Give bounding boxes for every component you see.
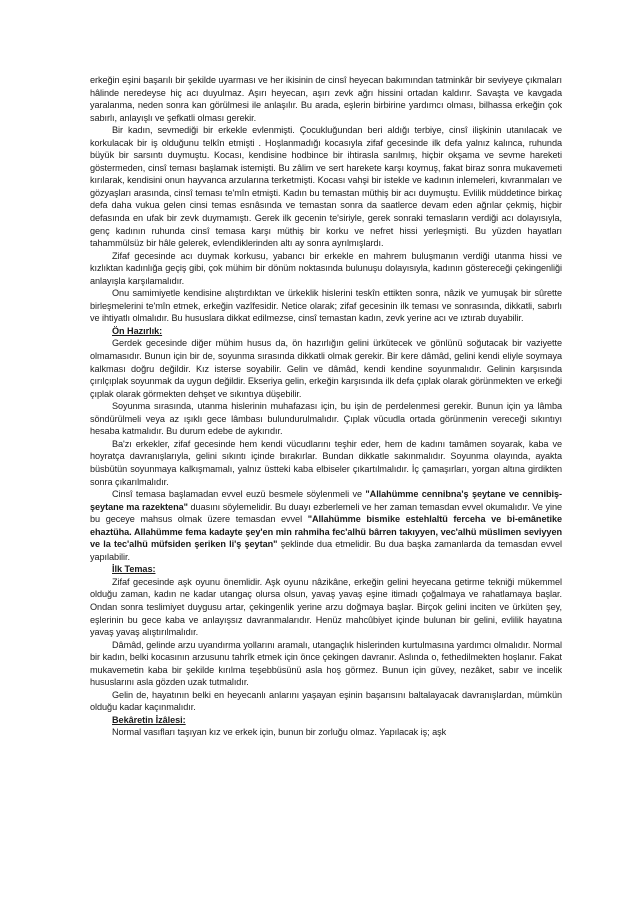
paragraph-1: erkeğin eşini başarılı bir şekilde uyarması ve her ikisinin de cinsî heyecan bakımından tatminkâr bir seviyeye çıkmaları hâlinde neredeyse hiç acı duyulmaz. Aşırı heyecan, aşırı zevk ağrı hissini ortadan kaldırır. Savaşta ve kavgada yaralanma, neden sonra kan görülmesi ile anlaşılır. Bu arada, eşlerin birbirine yardımcı olması, bilhassa erkeğin çok sabırlı, anlayışlı ve şefkatli olması gerekir. <box>90 75 562 123</box>
section-heading-ilk-temas: İlk Temas: <box>112 564 156 575</box>
paragraph-6: Soyunma sırasında, utanma hislerinin muhafazası için, bu işin de perdelenmesi gerekir. Bunun için ya lâmba söndürülmeli veya az ışıklı gece lâmbası bulundurulmalıdır. Çıplak vücudla ortada görünmenin vereceği sıkıntıyı hesaba katmalıdır. Bu durum edebe de aykırıdır. <box>90 401 562 437</box>
paragraph-8-text-c: duasını söylemelidir. Bu duayı ezberlemeli ve her zaman temasdan evvel okumalıdır. Ve yine bu geceye mahsus olmak üzere temasdan evvel <box>90 501 562 525</box>
paragraph-8 <box>90 488 562 563</box>
paragraph-7: Ba'zı erkekler, zifaf gecesinde hem kendi vücudlarını teşhir eder, hem de kadını tamâmen soyarak, kaba ve hoyratça davranışlarıyla, gelini sıkıntı içinde bırakırlar. Bundan dikkatle sakınmalıdır. Soyunma olayında, ayakta büsbütün soyunmaya kalkışmamalı, yalnız üstteki kaba elbiseler çıkartılmalıdır. İç çamaşırları, yorgan altına girdikten sonra çıkarılmalıdır. <box>90 438 562 487</box>
paragraph-2: Bir kadın, sevmediği bir erkekle evlenmişti. Çocukluğundan beri aldığı terbiye, cinsî ilişkinin utanılacak ve korkulacak bir iş olduğunu telkîn etmişti . Hoşlanmadığı kocasıyla zifaf gecesinde ilk defa yalnız kalınca, ruhunda büyük bir sarsıntı duymuştu. Kocası, kendisine hodbince bir ihtirasla sarılmış, hiçbir okşama ve sevme hareketi göstermeden, cinsî teması başlamak istemişti. Bu zâlim ve sert harekete karşı koymuş, fakat biraz sonra mukavemeti kırılarak, kendisini onun hayvanca arzularına terketmişti. Kocası vahşi bir istekle ve kadının inlemeleri, kıvranmaları ve gözyaşları arasında, cinsî teması te'mîn etmişti. Kadın bu temastan müthiş bir acı duymuştu. Evlilik müddetince birkaç defa daha vukua gelen cinsi temas esnâsında ve temastan sonra da saatlerce devam eden ağrılar çekmiş, hiçbir defasında en ufak bir zevk duymamıştı. Gerek ilk gecenin te'siriyle, gerek sonraki temasların verdiği acı dolayısıyla, genç kadının ruhunda cinsî temasa karşı müthiş bir korku ve nefret hissi yerleşmişti. Bu yüzden hayatları tahammülsüz bir hâle gelerek, evlendiklerinden altı ay sonra ayrılmışlardı. <box>90 125 562 249</box>
paragraph-3: Zifaf gecesinde acı duymak korkusu, yabancı bir erkekle en mahrem buluşmanın verdiği utanma hissi ve kızlıktan kadınlığa geçiş gibi, çok mühim bir dönüm noktasında bulunuşu dolayısıyla, kadının göstereceği çekingenliği anlayışla karşılamalıdır. <box>90 250 562 286</box>
dua-quote-2: "Allahümme bismike estehlaltü ferceha ve bi-emânetike ehaztüha. Allahümme fema kadayte şey'en min rahmiha fec'alhü bârren takıyyen, vec'alhü müslimen seviyyen ve la tec'alhü müfsiden şeriken li'ş şeytan" <box>90 514 562 550</box>
paragraph-9: Zifaf gecesinde aşk oyunu önemlidir. Aşk oyunu nâzikâne, erkeğin gelini heyecana getirme tekniği mükemmel olduğu zaman, kadın ne kadar utangaç olursa olsun, yavaş yavaş eşine itimadı çoğalmaya ve rahatlamaya başlar. Ondan sonra teslimiyet duygusu artar, çekingenlik yerine arzu doğmaya başlar. Birçok gelini inciten ve ürküten şey, eşlerinin bu gece kaba ve anlayışsız davranmalarıdır. Henüz mahcûbiyet içinde bulunan bir gelini, evlilik hayatına yavaş yavaş alıştırılmalıdır. <box>90 576 562 638</box>
section-heading-bekaretin-izalesi: Bekâretin İzâlesi: <box>112 714 186 725</box>
section-heading-on-hazirlik: Ön Hazırlık: <box>112 325 163 336</box>
paragraph-8-text-a: Cinsî temasa başlamadan evvel euzü besmele söylenmeli ve <box>112 489 366 500</box>
document-page <box>90 74 562 739</box>
paragraph-10: Dâmâd, gelinde arzu uyandırma yollarını aramalı, utangaçlık hislerinden kurtulmasına yardımcı olmalıdır. Normal bir kadın, belki kocasının arzusunu tahrîk etmek için önce çekingen davranır. Aslında o, fethedilmekten hoşlanır. Fakat mukavemetin kaba bir şekilde kırılma teşebbüsünü asla hoş görmez. Bunun için güvey, nezâket, sabır ve incelik hususlarını asla gözden uzak tutmalıdır. <box>90 639 562 688</box>
paragraph-12: Normal vasıfları taşıyan kız ve erkek için, bunun bir zorluğu olmaz. Yapılacak iş; aşk <box>112 727 447 738</box>
paragraph-8-text-e: şeklinde dua etmelidir. Bu dua başka zamanlarda da temasdan evvel yapılabilir. <box>90 539 562 562</box>
paragraph-11: Gelin de, hayatının belki en heyecanlı anlarını yaşayan eşinin başarısını baltalayacak davranışlardan, mümkün olduğu kadar kaçınmalıdır. <box>90 689 562 713</box>
paragraph-5: Gerdek gecesinde diğer mühim husus da, ön hazırlığın gelini ürkütecek ve gönlünü soğutacak bir vaziyette olmamasıdır. Bunun için bir de, soyunma sırasında dikkatli olmak gerekir. Bir kere dâmâd, gelini kendi eliyle soymaya kalkması doğru değildir. Kız isterse soyabilir. Gelin ve dâmâd, kendi kendine soyunmalıdır. Gelinin karşısında çırılçıplak soyunmak da uygun değildir. Ekseriya gelin, erkeğin karşısında ilk defa çıplak olarak görünmekten ve erkeği çıplak olarak görmekten dehşet ve sıkıntıya düşebilir. <box>90 338 562 399</box>
paragraph-4: Onu samimiyetle kendisine alıştırdıktan ve ürkeklik hislerini teskîn ettikten sonra, nâzik ve yumuşak bir sûrette birleşmelerini te'mîn etmek, erkeğin vazîfesidir. Netice olarak; zifaf gecesinin ilk teması ve sonrasında, dikkatli, sabırlı ve ihtiyatlı olmalıdır. Bu hususlara dikkat edilmezse, cinsî temastan kadın, zevk yerine acı ve ıztırab duyabilir. <box>90 288 562 324</box>
dua-quote-1: "Allahümme cennibna'ş şeytane ve cennibiş-şeytane ma razektena" <box>90 489 563 512</box>
